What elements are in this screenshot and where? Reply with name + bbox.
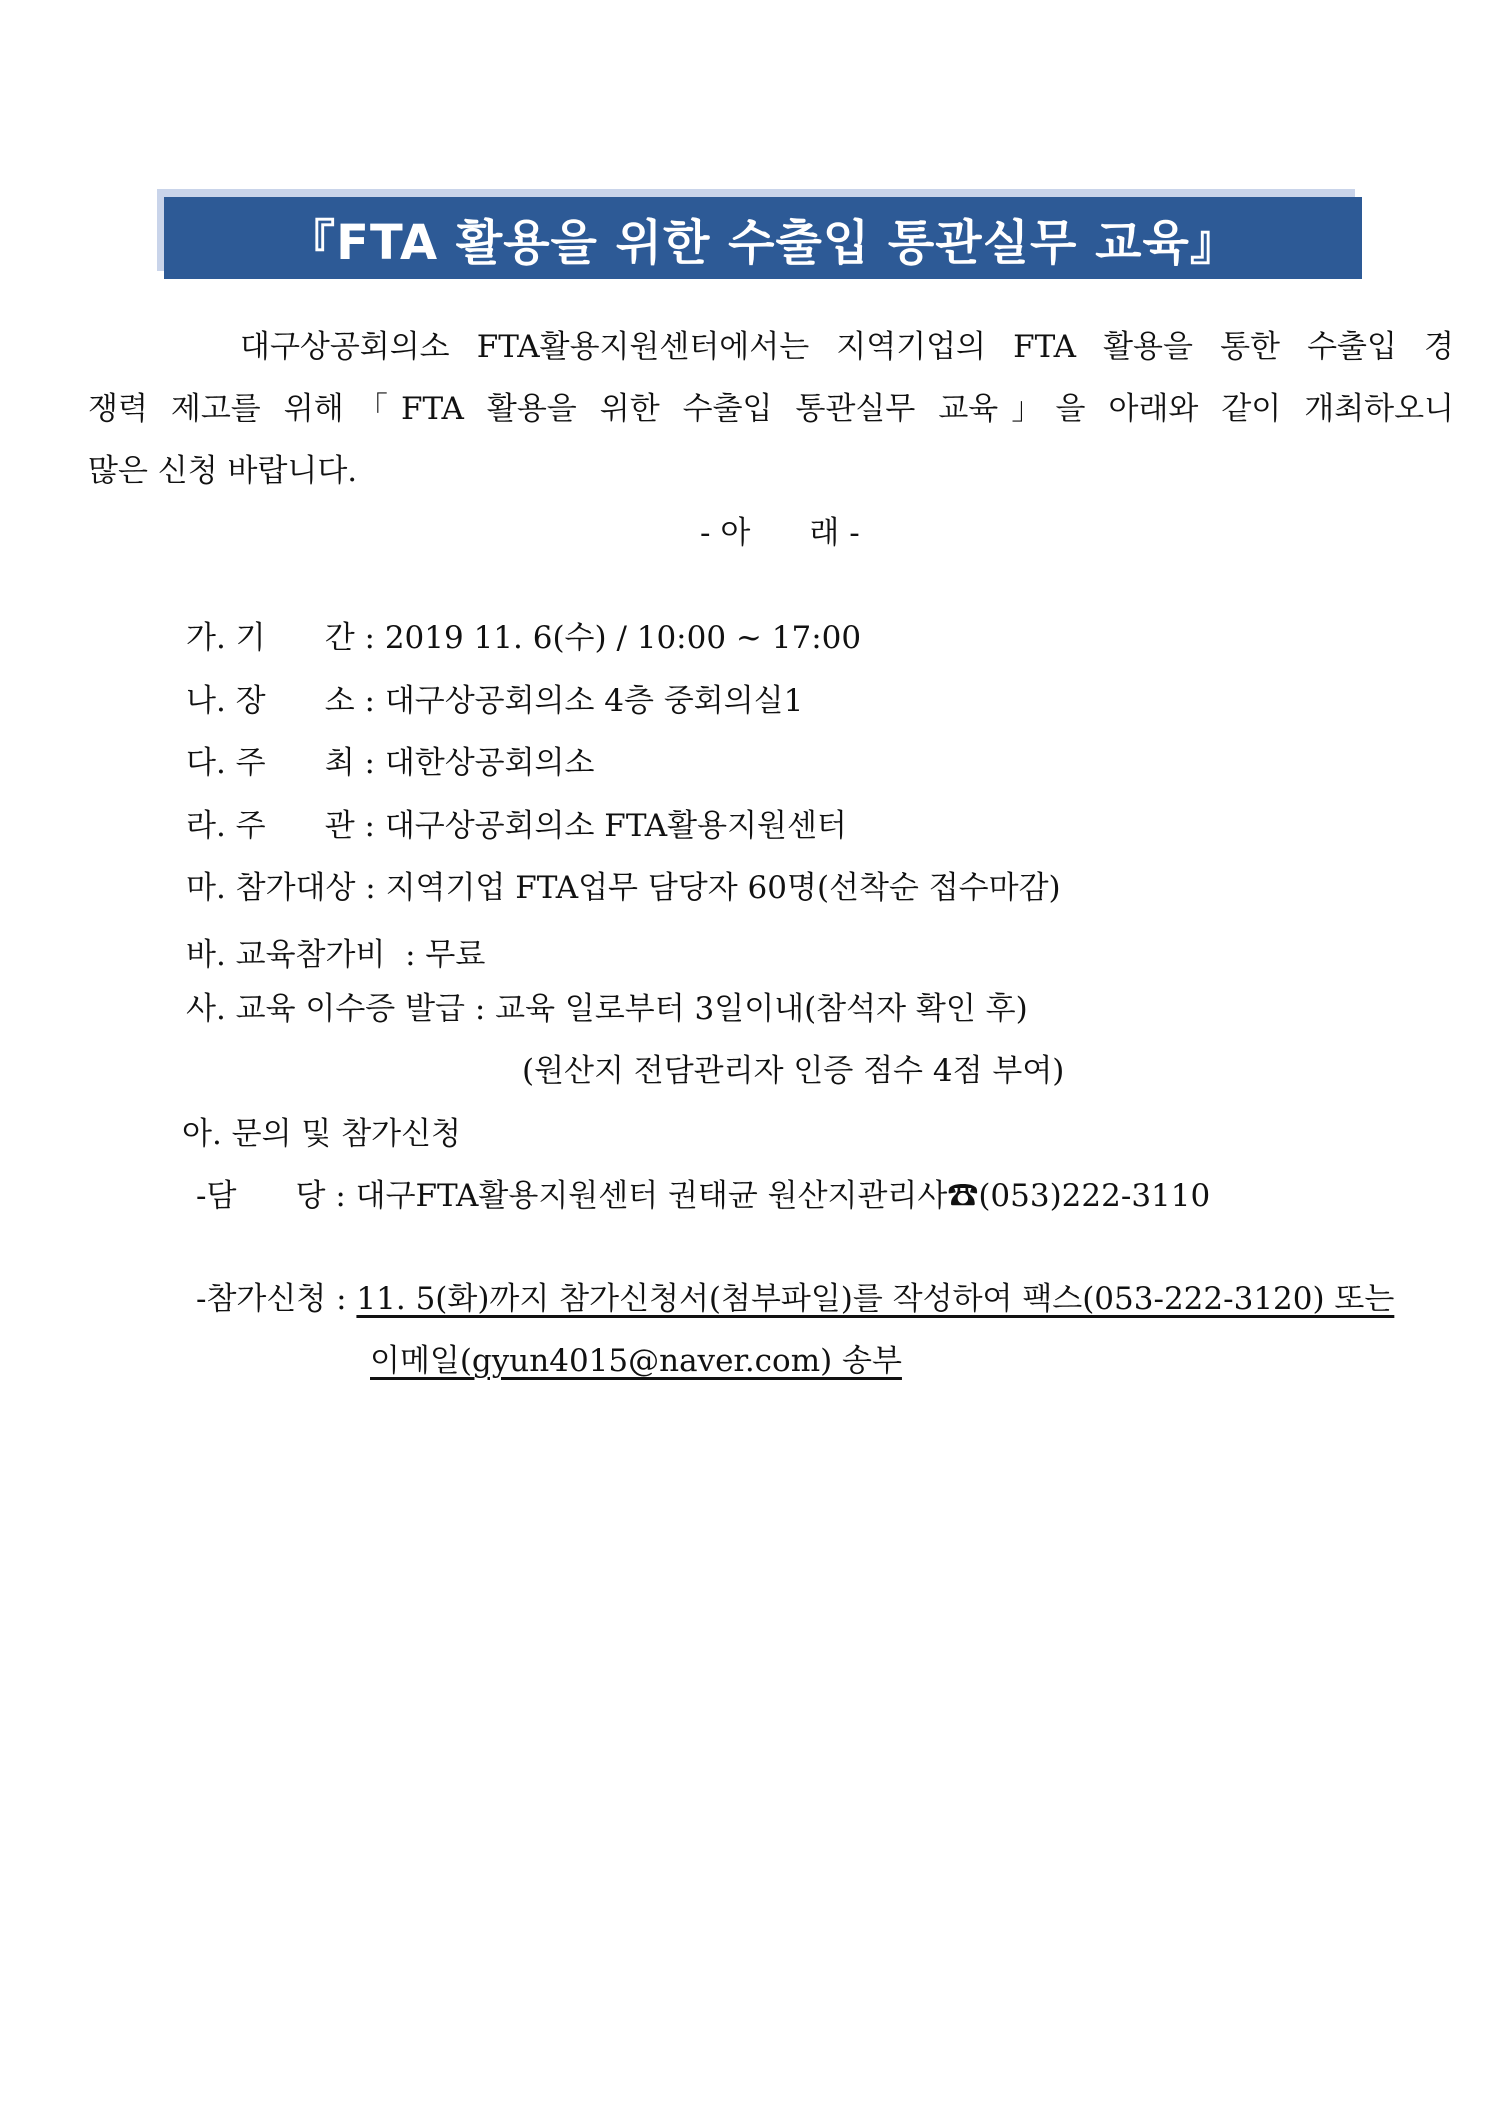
intro-line-1: 대구상공회의소 FTA활용지원센터에서는 지역기업의 FTA 활용을 통한 수출입 경: [240, 329, 1454, 365]
item-host: [186, 743, 594, 783]
contact-person-value: 대구FTA활용지원센터 권태균 원산지관리사☎(053)222-3110: [355, 1178, 1211, 1214]
item-period: [186, 618, 861, 658]
contact-person: [196, 1176, 1210, 1216]
item-value: 대구상공회의소 FTA활용지원센터: [384, 808, 847, 844]
item-value: 교육 일로부터 3일이내(참석자 확인 후): [495, 991, 1028, 1027]
intro-line-3: 많은 신청 바랍니다.: [88, 453, 358, 489]
intro-line-2: 쟁력 제고를 위해「FTA 활용을 위한 수출입 통관실무 교육」을 아래와 같이 개최하오니: [88, 391, 1454, 427]
item-fee: [186, 935, 485, 975]
apply-row: [196, 1279, 1394, 1319]
item-label: 가. 기 간 :: [186, 620, 385, 656]
item-label: 사. 교육 이수증 발급 :: [186, 991, 496, 1027]
title-banner: [164, 197, 1362, 279]
below-heading: - 아 래 -: [700, 515, 860, 551]
page-title: 『FTA 활용을 위한 수출입 통관실무 교육』: [287, 214, 1239, 271]
apply-row-2: [370, 1341, 902, 1381]
item-label: 라. 주 관 :: [186, 808, 385, 844]
item-place: [186, 681, 803, 721]
item-label: 다. 주 최 :: [186, 745, 385, 781]
item-label: 마. 참가대상 :: [186, 870, 386, 906]
apply-text-line-1: 11. 5(화)까지 참가신청서(첨부파일)를 작성하여 팩스(053-222-3120) 또는: [356, 1281, 1395, 1317]
item-label: 바. 교육참가비 :: [186, 937, 426, 973]
item-organizer: [186, 806, 847, 846]
item-value: 대한상공회의소: [384, 745, 595, 781]
apply-label: -참가신청 :: [196, 1281, 357, 1317]
contact-heading: 아. 문의 및 참가신청: [182, 1116, 461, 1152]
item-label: 나. 장 소 :: [186, 683, 385, 719]
item-certificate-note: (원산지 전담관리자 인증 점수 4점 부여): [522, 1053, 1065, 1089]
item-value: 대구상공회의소 4층 중회의실1: [384, 683, 804, 719]
item-value: 지역기업 FTA업무 담당자 60명(선착순 접수마감): [385, 870, 1061, 906]
item-target: [186, 868, 1061, 908]
item-certificate: [186, 989, 1028, 1029]
item-value: 무료: [425, 937, 486, 973]
item-value: 2019 11. 6(수) / 10:00 ~ 17:00: [384, 620, 862, 656]
apply-text-line-2: 이메일(gyun4015@naver.com) 송부: [370, 1343, 902, 1379]
contact-person-label: -담 당 :: [196, 1178, 356, 1214]
